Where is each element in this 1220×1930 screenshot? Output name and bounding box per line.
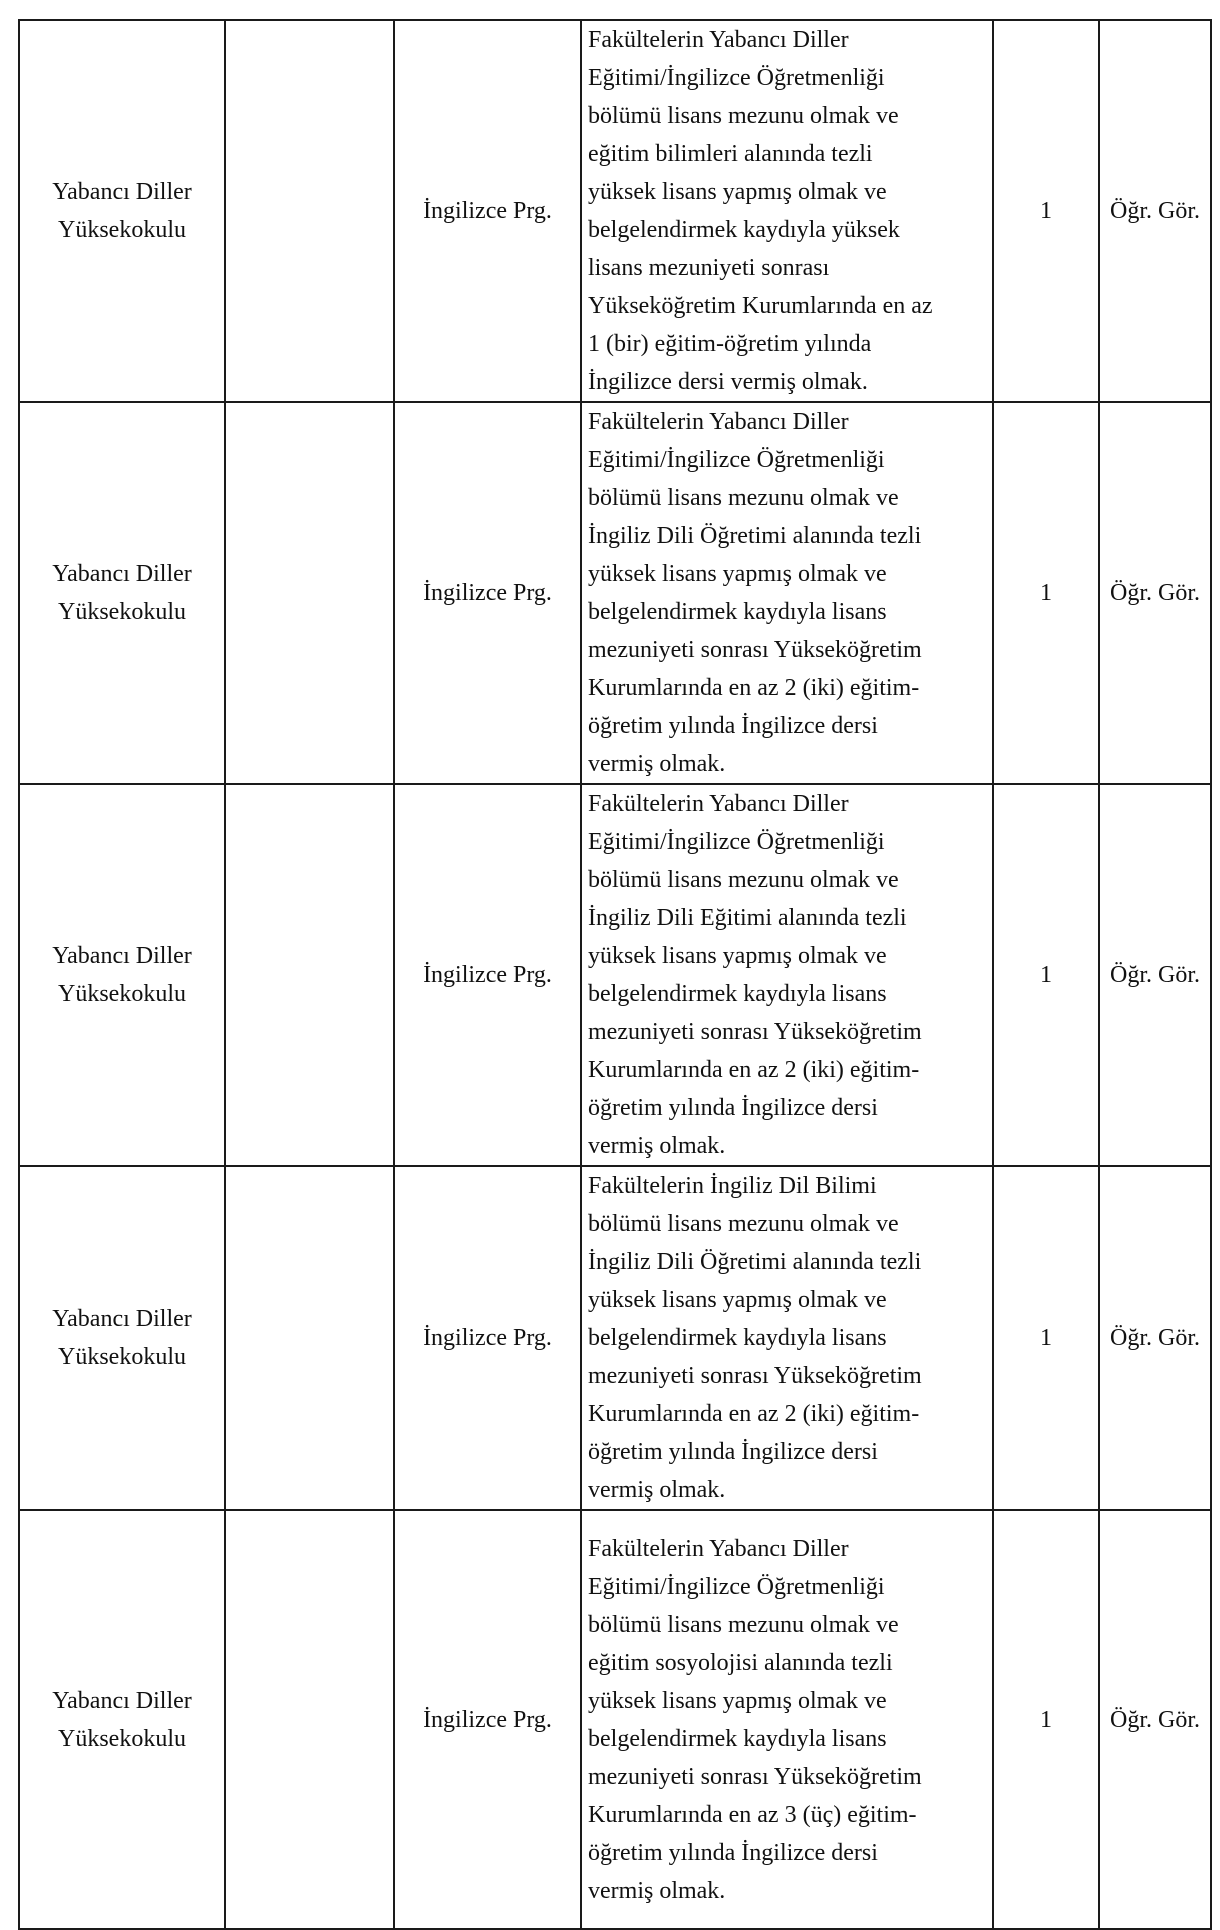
unit-name: Yabancı Diller bbox=[52, 1306, 192, 1332]
count-cell: 1 bbox=[993, 402, 1099, 784]
title-cell: Öğr. Gör. bbox=[1099, 20, 1211, 402]
unit-cell bbox=[19, 784, 225, 1166]
requirement-line: İngiliz Dili Öğretimi alanında tezli bbox=[588, 1249, 922, 1275]
requirement-line: bölümü lisans mezunu olmak ve bbox=[588, 485, 899, 511]
requirement-line: 1 (bir) eğitim-öğretim yılında bbox=[588, 331, 872, 357]
unit-name: Yüksekokulu bbox=[58, 1344, 186, 1370]
unit-name: Yabancı Diller bbox=[52, 1687, 192, 1714]
requirement-line: öğretim yılında İngilizce dersi bbox=[588, 1095, 878, 1121]
requirement-line: Kurumlarında en az 3 (üç) eğitim- bbox=[588, 1801, 917, 1828]
unit-name: Yabancı Diller bbox=[52, 561, 192, 587]
unit-name: Yüksekokulu bbox=[58, 1725, 186, 1752]
requirement-line: mezuniyeti sonrası Yükseköğretim bbox=[588, 637, 922, 663]
requirement-line: İngilizce dersi vermiş olmak. bbox=[588, 369, 868, 395]
requirement-line: Fakültelerin İngiliz Dil Bilimi bbox=[588, 1173, 877, 1199]
unit-name: Yabancı Diller bbox=[52, 943, 192, 969]
requirement-line: Fakültelerin Yabancı Diller bbox=[588, 409, 849, 435]
requirements-cell bbox=[581, 402, 993, 784]
requirement-line: Kurumlarında en az 2 (iki) eğitim- bbox=[588, 1401, 920, 1427]
table-row bbox=[19, 1510, 1211, 1929]
requirement-line: öğretim yılında İngilizce dersi bbox=[588, 1839, 878, 1866]
requirement-line: eğitim bilimleri alanında tezli bbox=[588, 141, 873, 167]
requirements-cell bbox=[581, 1166, 993, 1510]
program-cell: İngilizce Prg. bbox=[394, 1166, 581, 1510]
requirement-line: Fakültelerin Yabancı Diller bbox=[588, 1535, 849, 1562]
count-cell: 1 bbox=[993, 784, 1099, 1166]
count-cell: 1 bbox=[993, 1510, 1099, 1929]
empty-cell bbox=[225, 402, 394, 784]
requirement-line: mezuniyeti sonrası Yükseköğretim bbox=[588, 1363, 922, 1389]
positions-table bbox=[18, 19, 1212, 1930]
requirement-line: Fakültelerin Yabancı Diller bbox=[588, 27, 849, 53]
requirement-line: belgelendirmek kaydıyla yüksek bbox=[588, 217, 900, 243]
requirement-line: Eğitimi/İngilizce Öğretmenliği bbox=[588, 829, 885, 855]
requirement-line: Fakültelerin Yabancı Diller bbox=[588, 791, 849, 817]
requirement-line: bölümü lisans mezunu olmak ve bbox=[588, 1211, 899, 1237]
program-cell: İngilizce Prg. bbox=[394, 1510, 581, 1929]
requirement-line: vermiş olmak. bbox=[588, 1477, 726, 1503]
requirement-line: bölümü lisans mezunu olmak ve bbox=[588, 103, 899, 129]
requirement-line: lisans mezuniyeti sonrası bbox=[588, 255, 830, 281]
requirement-line: belgelendirmek kaydıyla lisans bbox=[588, 599, 887, 625]
requirement-line: bölümü lisans mezunu olmak ve bbox=[588, 1611, 899, 1638]
requirements-cell bbox=[581, 1510, 993, 1929]
program-cell: İngilizce Prg. bbox=[394, 784, 581, 1166]
requirement-line: bölümü lisans mezunu olmak ve bbox=[588, 867, 899, 893]
unit-cell bbox=[19, 1510, 225, 1929]
table-row bbox=[19, 402, 1211, 784]
program-cell: İngilizce Prg. bbox=[394, 402, 581, 784]
requirements-cell bbox=[581, 20, 993, 402]
requirement-line: Eğitimi/İngilizce Öğretmenliği bbox=[588, 447, 885, 473]
requirement-line: yüksek lisans yapmış olmak ve bbox=[588, 1287, 887, 1313]
requirement-line: mezuniyeti sonrası Yükseköğretim bbox=[588, 1019, 922, 1045]
requirement-line: eğitim sosyolojisi alanında tezli bbox=[588, 1649, 893, 1676]
requirement-line: vermiş olmak. bbox=[588, 1877, 726, 1904]
table-row bbox=[19, 1166, 1211, 1510]
requirement-line: vermiş olmak. bbox=[588, 751, 726, 777]
title-cell: Öğr. Gör. bbox=[1099, 784, 1211, 1166]
empty-cell bbox=[225, 784, 394, 1166]
table-row bbox=[19, 20, 1211, 402]
document-page bbox=[18, 19, 1198, 1930]
requirements-cell bbox=[581, 784, 993, 1166]
requirement-line: yüksek lisans yapmış olmak ve bbox=[588, 561, 887, 587]
requirement-line: yüksek lisans yapmış olmak ve bbox=[588, 1687, 887, 1714]
requirement-line: mezuniyeti sonrası Yükseköğretim bbox=[588, 1763, 922, 1790]
requirement-line: Kurumlarında en az 2 (iki) eğitim- bbox=[588, 675, 920, 701]
requirement-line: Yükseköğretim Kurumlarında en az bbox=[588, 293, 933, 319]
unit-cell bbox=[19, 1166, 225, 1510]
unit-name: Yüksekokulu bbox=[58, 981, 186, 1007]
empty-cell bbox=[225, 20, 394, 402]
title-cell: Öğr. Gör. bbox=[1099, 402, 1211, 784]
unit-cell bbox=[19, 402, 225, 784]
requirement-line: belgelendirmek kaydıyla lisans bbox=[588, 1725, 887, 1752]
requirement-line: yüksek lisans yapmış olmak ve bbox=[588, 179, 887, 205]
requirement-line: Eğitimi/İngilizce Öğretmenliği bbox=[588, 1573, 885, 1600]
count-cell: 1 bbox=[993, 20, 1099, 402]
requirement-line: öğretim yılında İngilizce dersi bbox=[588, 1439, 878, 1465]
title-cell: Öğr. Gör. bbox=[1099, 1510, 1211, 1929]
title-cell: Öğr. Gör. bbox=[1099, 1166, 1211, 1510]
unit-name: Yabancı Diller bbox=[52, 179, 192, 205]
empty-cell bbox=[225, 1510, 394, 1929]
unit-name: Yüksekokulu bbox=[58, 599, 186, 625]
unit-name: Yüksekokulu bbox=[58, 217, 186, 243]
requirement-line: Kurumlarında en az 2 (iki) eğitim- bbox=[588, 1057, 920, 1083]
program-cell: İngilizce Prg. bbox=[394, 20, 581, 402]
table-row bbox=[19, 784, 1211, 1166]
requirement-line: vermiş olmak. bbox=[588, 1133, 726, 1159]
requirement-line: belgelendirmek kaydıyla lisans bbox=[588, 981, 887, 1007]
requirement-line: İngiliz Dili Eğitimi alanında tezli bbox=[588, 905, 907, 931]
requirement-line: öğretim yılında İngilizce dersi bbox=[588, 713, 878, 739]
requirement-line: belgelendirmek kaydıyla lisans bbox=[588, 1325, 887, 1351]
requirement-line: İngiliz Dili Öğretimi alanında tezli bbox=[588, 523, 922, 549]
count-cell: 1 bbox=[993, 1166, 1099, 1510]
requirement-line: yüksek lisans yapmış olmak ve bbox=[588, 943, 887, 969]
empty-cell bbox=[225, 1166, 394, 1510]
requirement-line: Eğitimi/İngilizce Öğretmenliği bbox=[588, 65, 885, 91]
unit-cell bbox=[19, 20, 225, 402]
